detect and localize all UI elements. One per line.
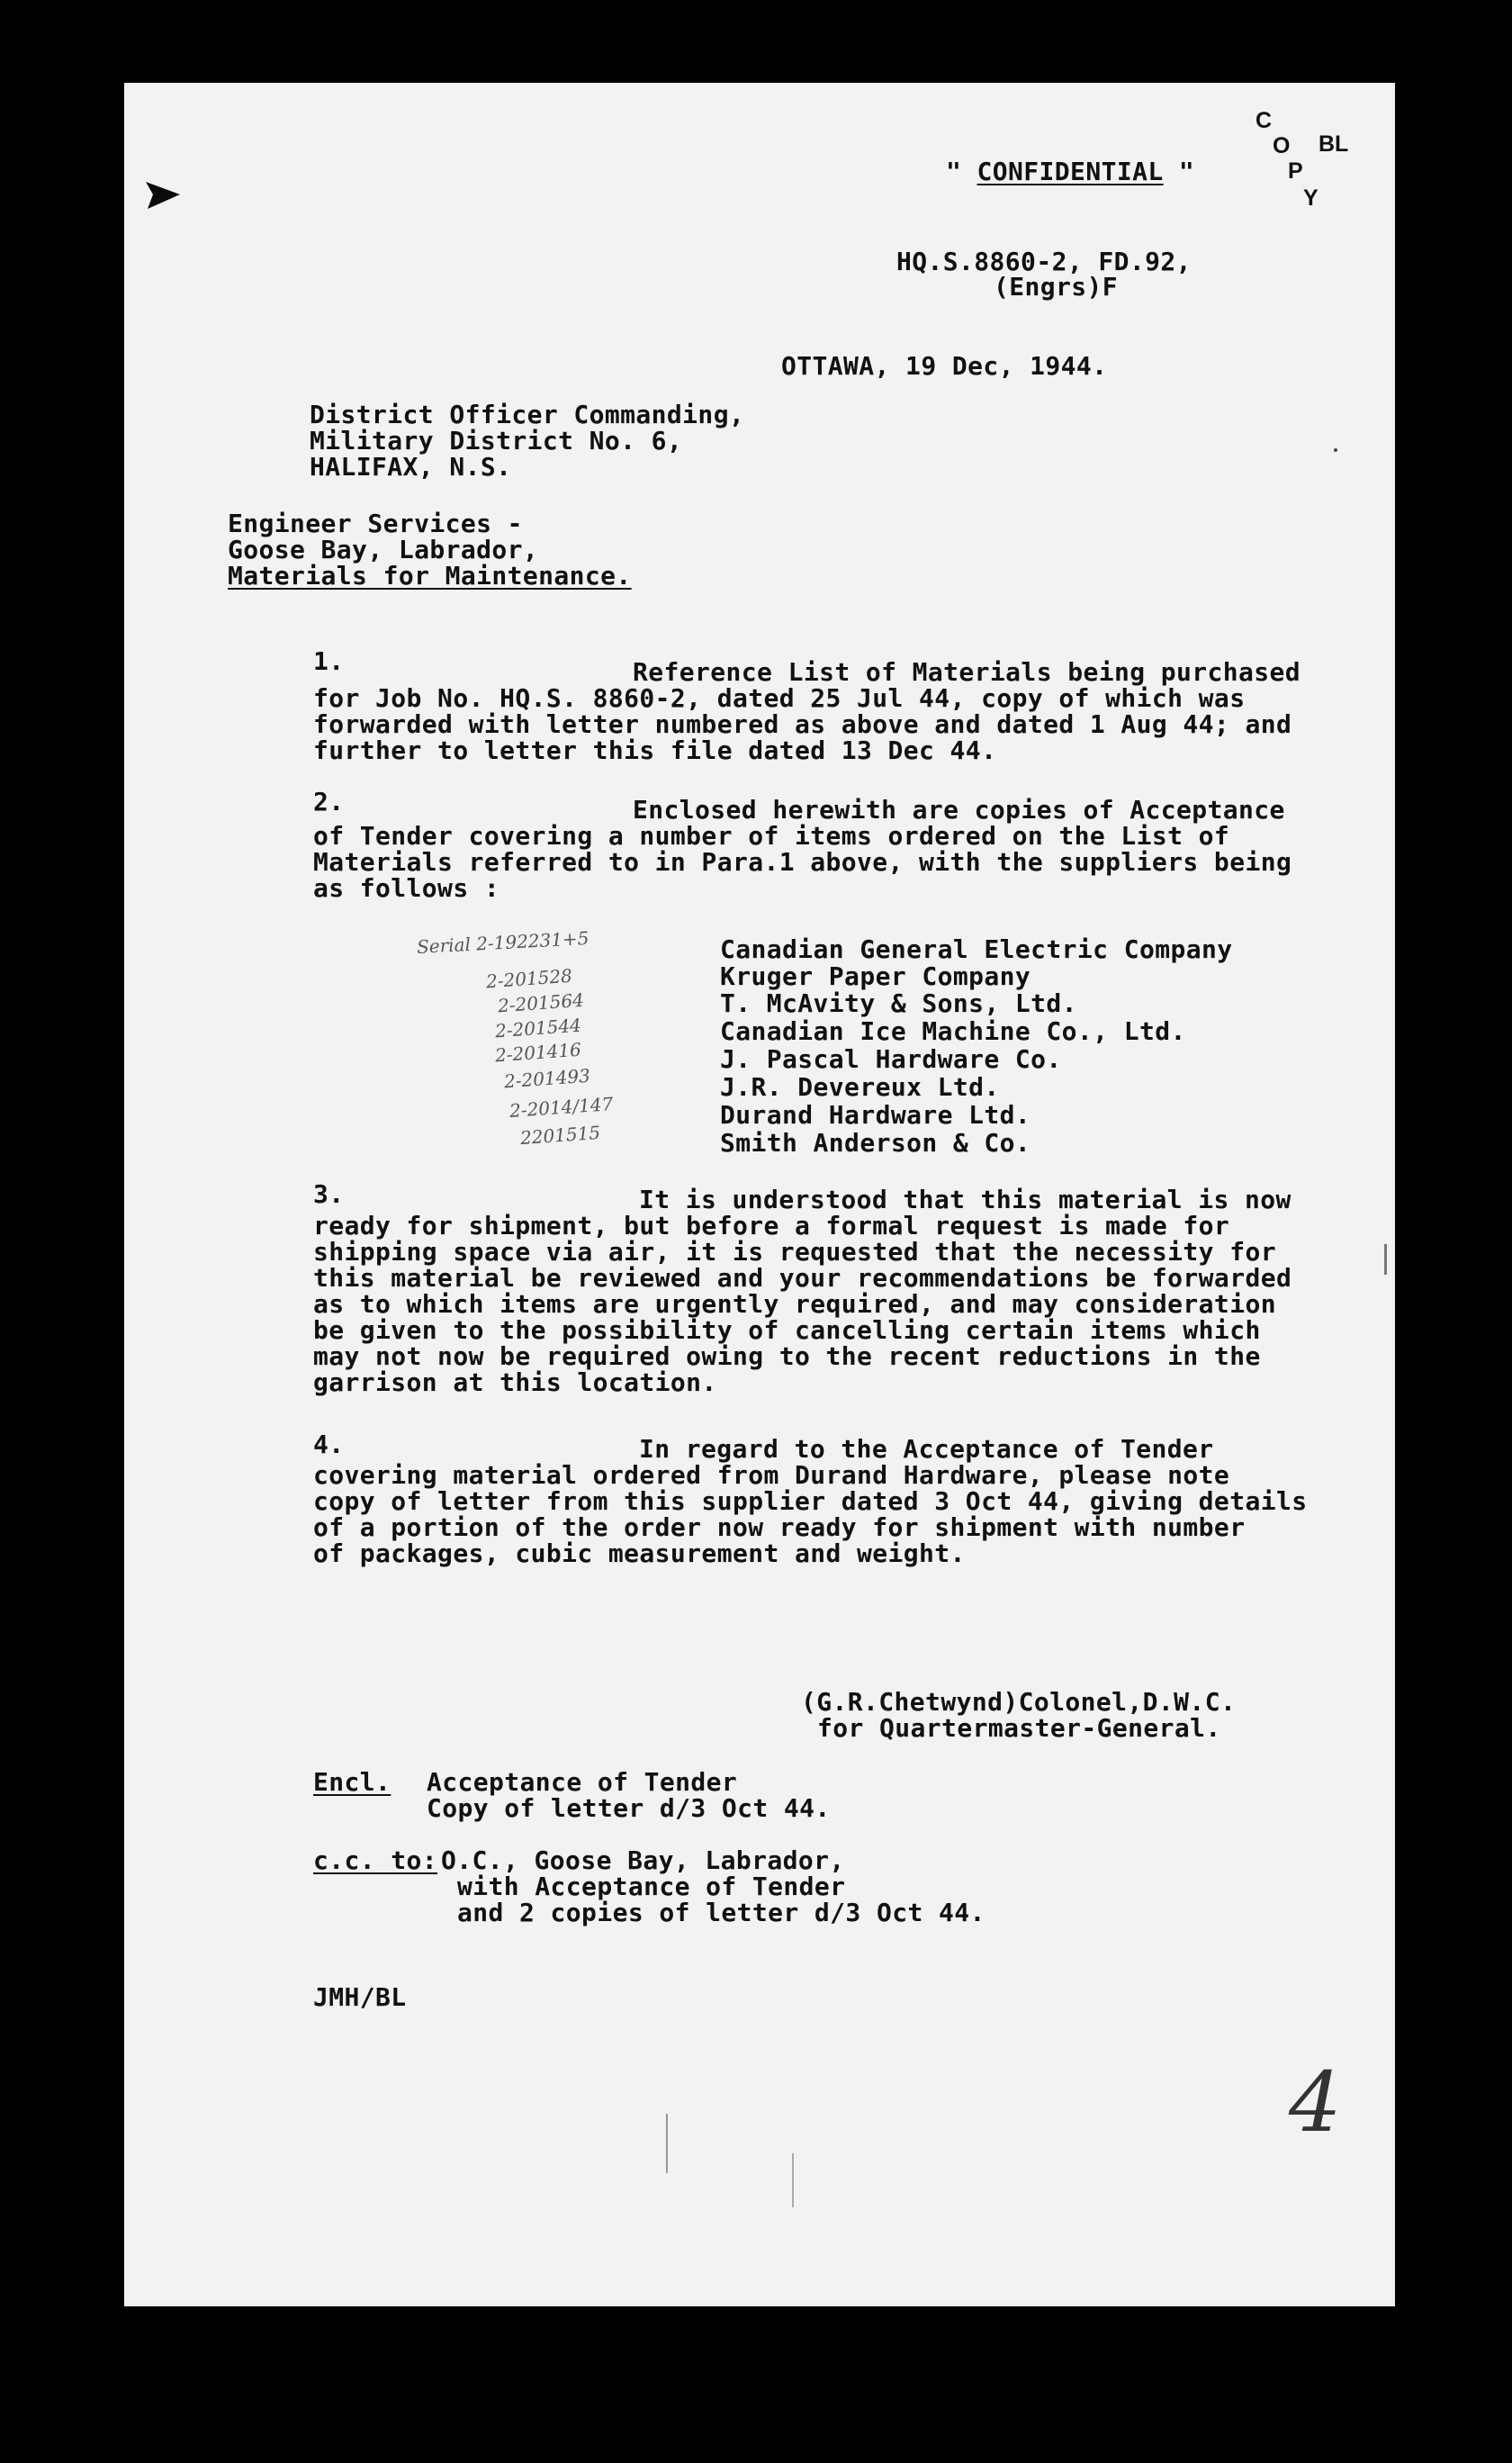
cc-label: c.c. to: [313, 1845, 438, 1875]
paragraph-line: further to letter this file dated 13 Dec 44. [313, 735, 997, 765]
paragraph-line: copy of letter from this supplier dated 3 Oct 44, giving details [313, 1486, 1308, 1516]
file-reference: HQ.S.8860-2, FD.92, [896, 247, 1192, 276]
copy-stamp-o: O [1273, 133, 1291, 158]
subject-line: Engineer Services - [228, 509, 523, 538]
copy-stamp-c: C [1256, 108, 1273, 133]
handwritten-serial: 2-201544 [494, 1014, 582, 1042]
cc-line: O.C., Goose Bay, Labrador, [441, 1845, 845, 1875]
margin-tick [1384, 1244, 1387, 1275]
paragraph-line: as follows : [313, 873, 500, 903]
handwritten-serial: 2-201493 [503, 1064, 591, 1093]
supplier-item: J.R. Devereux Ltd. [720, 1072, 1000, 1102]
file-reference-suffix: (Engrs)F [994, 272, 1119, 302]
supplier-item: Smith Anderson & Co. [720, 1128, 1031, 1158]
address-line: HALIFAX, N.S. [310, 452, 512, 482]
enclosure-item: Copy of letter d/3 Oct 44. [427, 1793, 831, 1823]
copy-stamp-p: P [1288, 158, 1303, 184]
classification-heading: " CONFIDENTIAL " [946, 157, 1195, 186]
date-line: OTTAWA, 19 Dec, 1944. [781, 351, 1108, 381]
address-line: District Officer Commanding, [310, 400, 745, 429]
paragraph-number: 1. [313, 646, 345, 676]
paragraph-line: of Tender covering a number of items ordered on the List of [313, 821, 1230, 851]
handwritten-serial: 2201515 [519, 1121, 601, 1150]
paragraph-line: as to which items are urgently required, and may consideration [313, 1289, 1276, 1319]
paragraph-line: Enclosed herewith are copies of Acceptance [633, 795, 1285, 825]
paragraph-line: Materials referred to in Para.1 above, with the suppliers being [313, 847, 1292, 877]
address-line: Military District No. 6, [310, 426, 683, 456]
copy-stamp-y: Y [1303, 185, 1318, 211]
paragraph-number: 2. [313, 787, 345, 816]
paragraph-line: may not now be required owing to the recent reductions in the [313, 1341, 1261, 1371]
margin-tick [666, 2114, 668, 2173]
paragraph-line: ready for shipment, but before a formal request is made for [313, 1211, 1230, 1241]
paragraph-number: 4. [313, 1430, 345, 1459]
margin-tick [792, 2153, 794, 2207]
handwritten-serial: Serial 2-192231+5 [416, 927, 590, 958]
supplier-item: T. McAvity & Sons, Ltd. [720, 988, 1077, 1018]
handwritten-serial: 2-201416 [494, 1038, 582, 1067]
signatory-name: (G.R.Chetwynd)Colonel,D.W.C. [801, 1687, 1237, 1717]
folio-number: 4 [1289, 2054, 1342, 2151]
paragraph-number: 3. [313, 1179, 345, 1209]
supplier-item: Durand Hardware Ltd. [720, 1100, 1031, 1130]
paragraph-line: It is understood that this material is now [639, 1185, 1292, 1214]
handwritten-serial: 2-201564 [497, 988, 585, 1017]
paragraph-line: of packages, cubic measurement and weight. [313, 1538, 966, 1568]
confidential-word: CONFIDENTIAL [976, 157, 1164, 186]
supplier-item: Canadian Ice Machine Co., Ltd. [720, 1016, 1186, 1046]
handwritten-serial: 2-2014/147 [508, 1093, 614, 1122]
handwritten-serial: 2-201528 [485, 964, 573, 993]
supplier-item: J. Pascal Hardware Co. [720, 1044, 1062, 1074]
subject-line: Materials for Maintenance. [228, 561, 632, 591]
document-page [124, 83, 1395, 2306]
signatory-authority: for Quartermaster-General. [817, 1713, 1221, 1743]
paragraph-line: for Job No. HQ.S. 8860-2, dated 25 Jul 44, copy of which was [313, 683, 1246, 713]
cc-line: and 2 copies of letter d/3 Oct 44. [457, 1898, 986, 1927]
paragraph-line: Reference List of Materials being purchased [633, 657, 1301, 687]
paragraph-line: this material be reviewed and your recommendations be forwarded [313, 1263, 1292, 1293]
margin-dot [1334, 448, 1337, 452]
margin-pointer-icon [144, 176, 184, 212]
paragraph-line: garrison at this location. [313, 1367, 717, 1397]
enclosure-item: Acceptance of Tender [427, 1767, 738, 1797]
paragraph-line: covering material ordered from Durand Hardware, please note [313, 1460, 1230, 1490]
copy-stamp-initials: BL [1318, 131, 1349, 157]
subject-line: Goose Bay, Labrador, [228, 535, 539, 564]
typist-initials: JMH/BL [313, 1982, 407, 2012]
supplier-item: Canadian General Electric Company [720, 934, 1233, 964]
paragraph-line: forwarded with letter numbered as above and dated 1 Aug 44; and [313, 709, 1292, 739]
supplier-item: Kruger Paper Company [720, 961, 1031, 991]
paragraph-line: of a portion of the order now ready for shipment with number [313, 1512, 1246, 1542]
paragraph-line: In regard to the Acceptance of Tender [639, 1434, 1214, 1464]
paragraph-line: be given to the possibility of cancelling certain items which [313, 1315, 1261, 1345]
paragraph-line: shipping space via air, it is requested that the necessity for [313, 1237, 1276, 1267]
enclosures-label: Encl. [313, 1767, 392, 1797]
cc-line: with Acceptance of Tender [457, 1872, 846, 1901]
